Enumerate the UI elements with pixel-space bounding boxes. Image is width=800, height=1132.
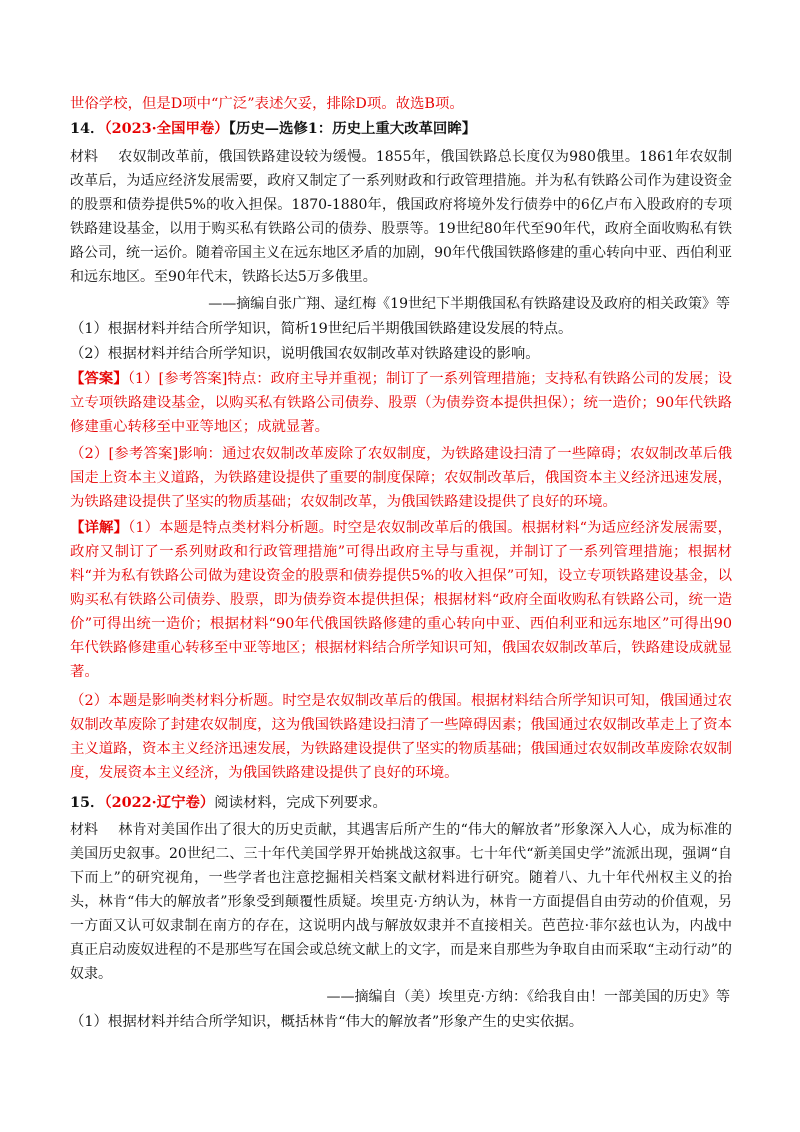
q14-detail-1-text: （1）本题是特点类材料分析题。时空是农奴制改革后的俄国。根据材料“为适应经济发展需要，政府又制订了一系列财政和行政管理措施”可得出政府主导与重视，并制订了一系列管理措施；根据材料“并为私有铁路公司做为建设资金的股票和债券提供5%的收入担保”可知，设立专项铁路建设基金，以购买私有铁路公司债券、股票，即为债券资本提供担保；根据材料“政府全面收购私有铁路公司，统一造价”可得出统一造价；根据材料“90年代俄国铁路修建的重心转向中亚、西伯利亚和远东地区”可得出90年代铁路修建重心转移至中亚等地区；根据材料结合所学知识可知，俄国农奴制改革后，铁路建设成就显著。 (70, 520, 732, 680)
q15-material (70, 818, 732, 986)
q14-header (70, 117, 732, 141)
q15-question-1: （1）根据材料并结合所学知识，概括林肯“伟大的解放者”形象产生的史实依据。 (70, 1014, 584, 1030)
q14-source: （2023·全国甲卷） (104, 120, 229, 137)
q15-instruction: 阅读材料，完成下列要求。 (214, 795, 387, 811)
q15-citation: ——摘编自（美）埃里克·方纳：《给我自由！一部美国的历史》等 (326, 989, 730, 1005)
q14-detail-2: （2）本题是影响类材料分析题。时空是农奴制改革后的俄国。根据材料结合所学知识可知，俄国通过农奴制改革废除了封建农奴制度，这为俄国铁路建设扫清了一些障碍因素；俄国通过农奴制改革走上了资本主义道路，资本主义经济迅速发展，为铁路建设提供了坚实的物质基础；俄国通过农奴制改革废除农奴制度，发展资本主义经济，为俄国铁路建设提供了良好的环境。 (70, 693, 732, 781)
q14-answer-1-text: （1）[参考答案]特点：政府主导并重视；制订了一系列管理措施；支持私有铁路公司的发展；设立专项铁路建设基金，以购买私有铁路公司债券、股票（为债券资本提供担保）；统一造价；90年代铁路修建重心转移至中亚等地区；成就显著。 (70, 371, 732, 435)
q14-question-2: （2）根据材料并结合所学知识，说明俄国农奴制改革对铁路建设的影响。 (70, 346, 540, 362)
q14-question-1: （1）根据材料并结合所学知识，简析19世纪后半期俄国铁路建设发展的特点。 (70, 321, 573, 337)
q15-number: 15． (70, 794, 105, 811)
q14-material (70, 145, 732, 289)
q15-material-label: 材料 (70, 822, 98, 838)
q14-citation: ——摘编自张广翔、逯红梅《19世纪下半期俄国私有铁路建设及政府的相关政策》等 (208, 296, 730, 312)
q15-header (70, 791, 732, 815)
q14-detail-tag: 【详解】 (70, 519, 129, 536)
q14-answer-tag: 【答案】 (70, 370, 128, 387)
q14-detail-1 (70, 516, 732, 684)
q14-material-text: 农奴制改革前，俄国铁路建设较为缓慢。1855年，俄国铁路总长度仅为980俄里。1861年农奴制改革后，为适应经济发展需要，政府又制定了一系列财政和行政管理措施。并为私有铁路公司作为建设资金的股票和债券提供5%的收入担保。1870-1880年，俄国政府将境外发行债券中的6亿卢布入股政府的专项铁路建设基金，以用于购买私有铁路公司的债券、股票等。19世纪80年代至90年代，政府全面收购私有铁路公司，统一运价。随着帝国主义在远东地区矛盾的加剧，90年代俄国铁路修建的重心转向中亚、西伯利亚和远东地区。至90年代末，铁路长达5万多俄里。 (70, 149, 732, 285)
q14-material-label: 材料 (70, 149, 98, 165)
q14-number: 14． (70, 120, 105, 137)
q14-topic: 【历史—选修1：历史上重大改革回眸】 (228, 120, 477, 137)
intro-line: 世俗学校，但是D项中“广泛”表述欠妥，排除D项。故选B项。 (70, 96, 464, 112)
q14-answer-2: （2）[参考答案]影响：通过农奴制改革废除了农奴制度，为铁路建设扫清了一些障碍；农奴制改革后俄国走上资本主义道路，为铁路建设提供了重要的制度保障；农奴制改革后，俄国资本主义经济迅速发展，为铁路建设提供了坚实的物质基础；农奴制改革，为俄国铁路建设提供了良好的环境。 (70, 446, 732, 510)
q14-answer-1 (70, 367, 732, 439)
q15-source: （2022·辽宁卷） (104, 794, 215, 811)
q15-material-text: 林肯对美国作出了很大的历史贡献，其遇害后所产生的“伟大的解放者”形象深入人心，成为标准的美国历史叙事。20世纪二、三十年代美国学界开始挑战这叙事。七十年代“新美国史学”流派出现，强调“自下而上”的研究视角，一些学者也注意挖掘相关档案文献材料进行研究。随着八、九十年代州权主义的抬头，林肯“伟大的解放者”形象受到颠覆性质疑。埃里克·方纳认为，林肯一方面提倡自由劳动的价值观，另一方面又认可奴隶制在南方的存在，这说明内战与解放奴隶并不直接相关。芭芭拉·菲尔兹也认为，内战中真正启动废奴进程的不是那些写在国会或总统文献上的文字，而是来自那些为争取自由而采取“主动行动”的奴隶。 (70, 822, 732, 982)
